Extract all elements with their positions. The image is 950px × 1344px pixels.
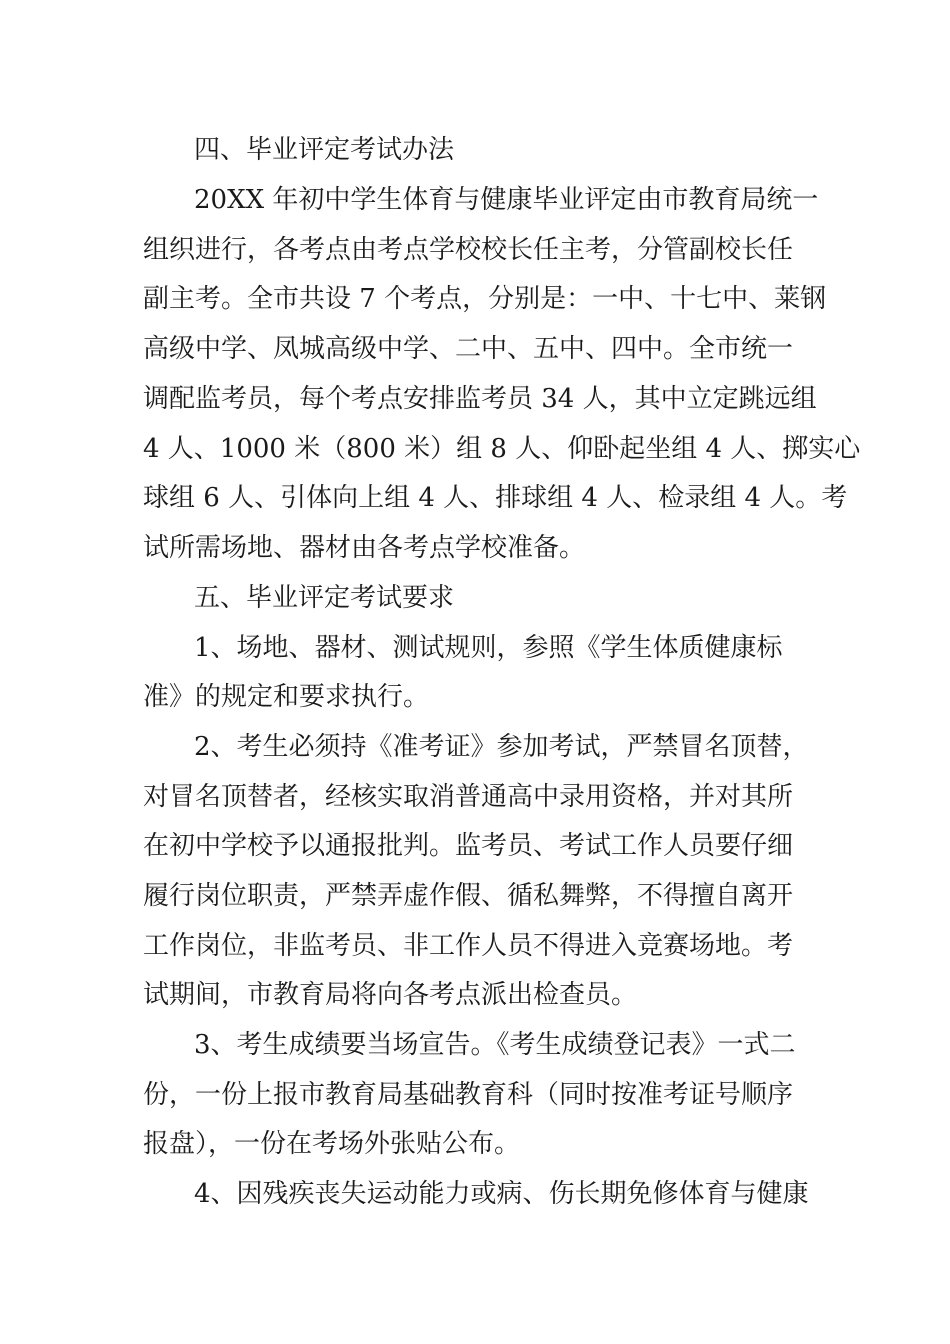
paragraph-line: 球组 6 人、引体向上组 4 人、排球组 4 人、检录组 4 人。考 <box>143 483 848 513</box>
section-heading-4: 四、毕业评定考试办法 <box>194 135 455 165</box>
paragraph-line: 履行岗位职责，严禁弄虚作假、循私舞弊，不得擅自离开 <box>143 881 794 911</box>
paragraph-line: 20XX 年初中学生体育与健康毕业评定由市教育局统一 <box>194 185 819 215</box>
paragraph-line: 1、场地、器材、测试规则，参照《学生体质健康标 <box>194 633 783 663</box>
paragraph-line: 份，一份上报市教育局基础教育科（同时按准考证号顺序 <box>143 1080 794 1110</box>
paragraph-line: 高级中学、凤城高级中学、二中、五中、四中。全市统一 <box>143 334 794 364</box>
paragraph-line: 副主考。全市共设 7 个考点，分别是：一中、十七中、莱钢 <box>143 284 827 314</box>
paragraph-line: 2、考生必须持《准考证》参加考试，严禁冒名顶替， <box>194 732 809 762</box>
paragraph-line: 4 人、1000 米（800 米）组 8 人、仰卧起坐组 4 人、掷实心 <box>143 434 861 464</box>
paragraph-line: 在初中学校予以通报批判。监考员、考试工作人员要仔细 <box>143 831 794 861</box>
paragraph-line: 报盘），一份在考场外张贴公布。 <box>143 1129 521 1159</box>
paragraph-line: 4、因残疾丧失运动能力或病、伤长期免修体育与健康 <box>194 1179 809 1209</box>
paragraph-line: 调配监考员，每个考点安排监考员 34 人，其中立定跳远组 <box>143 384 817 414</box>
paragraph-line: 对冒名顶替者，经核实取消普通高中录用资格，并对其所 <box>143 782 794 812</box>
paragraph-line: 组织进行，各考点由考点学校校长任主考，分管副校长任 <box>143 235 794 265</box>
section-heading-5: 五、毕业评定考试要求 <box>194 583 455 613</box>
paragraph-line: 试期间，市教育局将向各考点派出检查员。 <box>143 980 638 1010</box>
paragraph-line: 准》的规定和要求执行。 <box>143 682 430 712</box>
paragraph-line: 试所需场地、器材由各考点学校准备。 <box>143 533 586 563</box>
paragraph-line: 工作岗位，非监考员、非工作人员不得进入竞赛场地。考 <box>143 931 794 961</box>
paragraph-line: 3、考生成绩要当场宣告。《考生成绩登记表》一式二 <box>194 1030 796 1060</box>
